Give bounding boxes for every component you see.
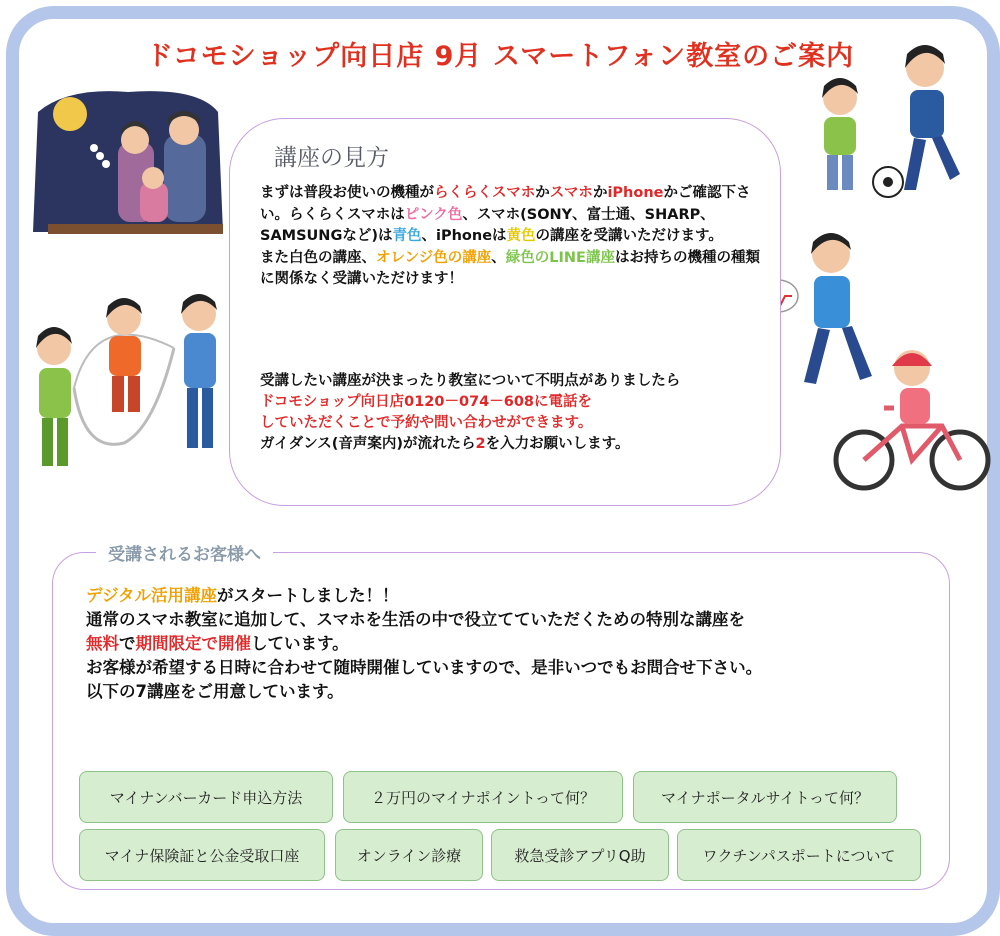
contact-line-1: 受講したい講座が決まったり教室について不明点がありましたら <box>260 373 681 389</box>
text: まずは普段お使いの機種が <box>260 185 434 201</box>
course-vaccine-passport[interactable]: ワクチンパスポートについて <box>677 829 921 881</box>
text: はお持ちの機種の種類に関係なく受講いただけます！ <box>260 249 760 287</box>
contact-info <box>260 371 760 455</box>
how-to-read-heading: 講座の見方 <box>274 145 389 171</box>
raku-raku-label: らくらくスマホ <box>434 185 536 201</box>
contact-line-3: していただくことで予約や問い合わせができます。 <box>260 415 593 431</box>
text: しています。 <box>251 634 349 653</box>
free-label: 無料 <box>86 634 119 653</box>
cycling-illustration <box>832 336 992 496</box>
guests-line-3 <box>86 632 926 656</box>
text: の講座を受講いただけます。 <box>535 228 723 244</box>
soccer-illustration <box>800 40 980 205</box>
how-to-paragraph-2 <box>260 248 760 291</box>
text: また白色の講座、 <box>260 249 376 266</box>
course-q-suke-app[interactable]: 救急受診アプリQ助 <box>491 829 669 881</box>
text: かご確認下さい。らくらくスマホは <box>260 185 751 223</box>
contact-phone-line[interactable]: ドコモショップ向日店0120－074－608に電話を <box>260 394 593 410</box>
page-title: ドコモショップ向日店 9月 スマートフォン教室のご案内 <box>145 41 855 72</box>
line-course-label: 緑色のLINE講座 <box>505 249 615 266</box>
iphone-label: iPhone <box>607 185 664 201</box>
how-to-read-panel <box>229 118 781 506</box>
guests-line-1 <box>86 584 926 608</box>
contact-line-4 <box>260 434 760 455</box>
smartphone-label: スマホ <box>549 185 593 201</box>
course-mynaportal[interactable]: マイナポータルサイトって何？ <box>633 771 897 823</box>
jump-rope-illustration <box>14 278 229 473</box>
course-myna-insurance[interactable]: マイナ保険証と公金受取口座 <box>79 829 325 881</box>
pink-color-label: ピンク色 <box>404 206 463 223</box>
how-to-read-text <box>260 183 760 291</box>
text: がスタートしました！！ <box>217 586 399 605</box>
guidance-number: 2 <box>475 436 486 452</box>
text: 、 <box>491 249 506 266</box>
text: か <box>535 185 550 201</box>
orange-course-label: オレンジ色の講座 <box>376 249 492 266</box>
text: で <box>119 634 136 653</box>
text: か <box>592 185 608 201</box>
limited-period-label: 期間限定で開催 <box>135 634 251 653</box>
how-to-paragraph-1 <box>260 183 760 248</box>
text: 、スマホ(SONY、富士通、SHARP、SAMSUNGなど)は <box>260 206 715 244</box>
text: ガイダンス(音声案内)が流れたら <box>260 436 476 452</box>
guests-line-5: 以下の7講座をご用意しています。 <box>86 682 344 701</box>
course-mynapoint[interactable]: ２万円のマイナポイントって何？ <box>343 771 623 823</box>
for-attendees-text <box>86 584 926 704</box>
blue-color-label: 青色 <box>392 228 422 244</box>
digital-course-label: デジタル活用講座 <box>86 586 218 605</box>
course-mynumber-card[interactable]: マイナンバーカード申込方法 <box>79 771 333 823</box>
course-online-diagnosis[interactable]: オンライン診療 <box>335 829 483 881</box>
text: を入力お願いします。 <box>485 436 630 452</box>
yellow-color-label: 黄色 <box>506 228 536 244</box>
guests-line-2: 通常のスマホ教室に追加して、スマホを生活の中で役立てていただくための特別な講座を <box>86 610 746 629</box>
moon-viewing-illustration <box>28 82 228 242</box>
text: 、iPhoneは <box>421 228 507 244</box>
guests-line-4: お客様が希望する日時に合わせて随時開催していますので、是非いつでもお問合せ下さい。 <box>86 658 763 677</box>
for-attendees-heading: 受講されるお客様へ <box>96 540 273 565</box>
